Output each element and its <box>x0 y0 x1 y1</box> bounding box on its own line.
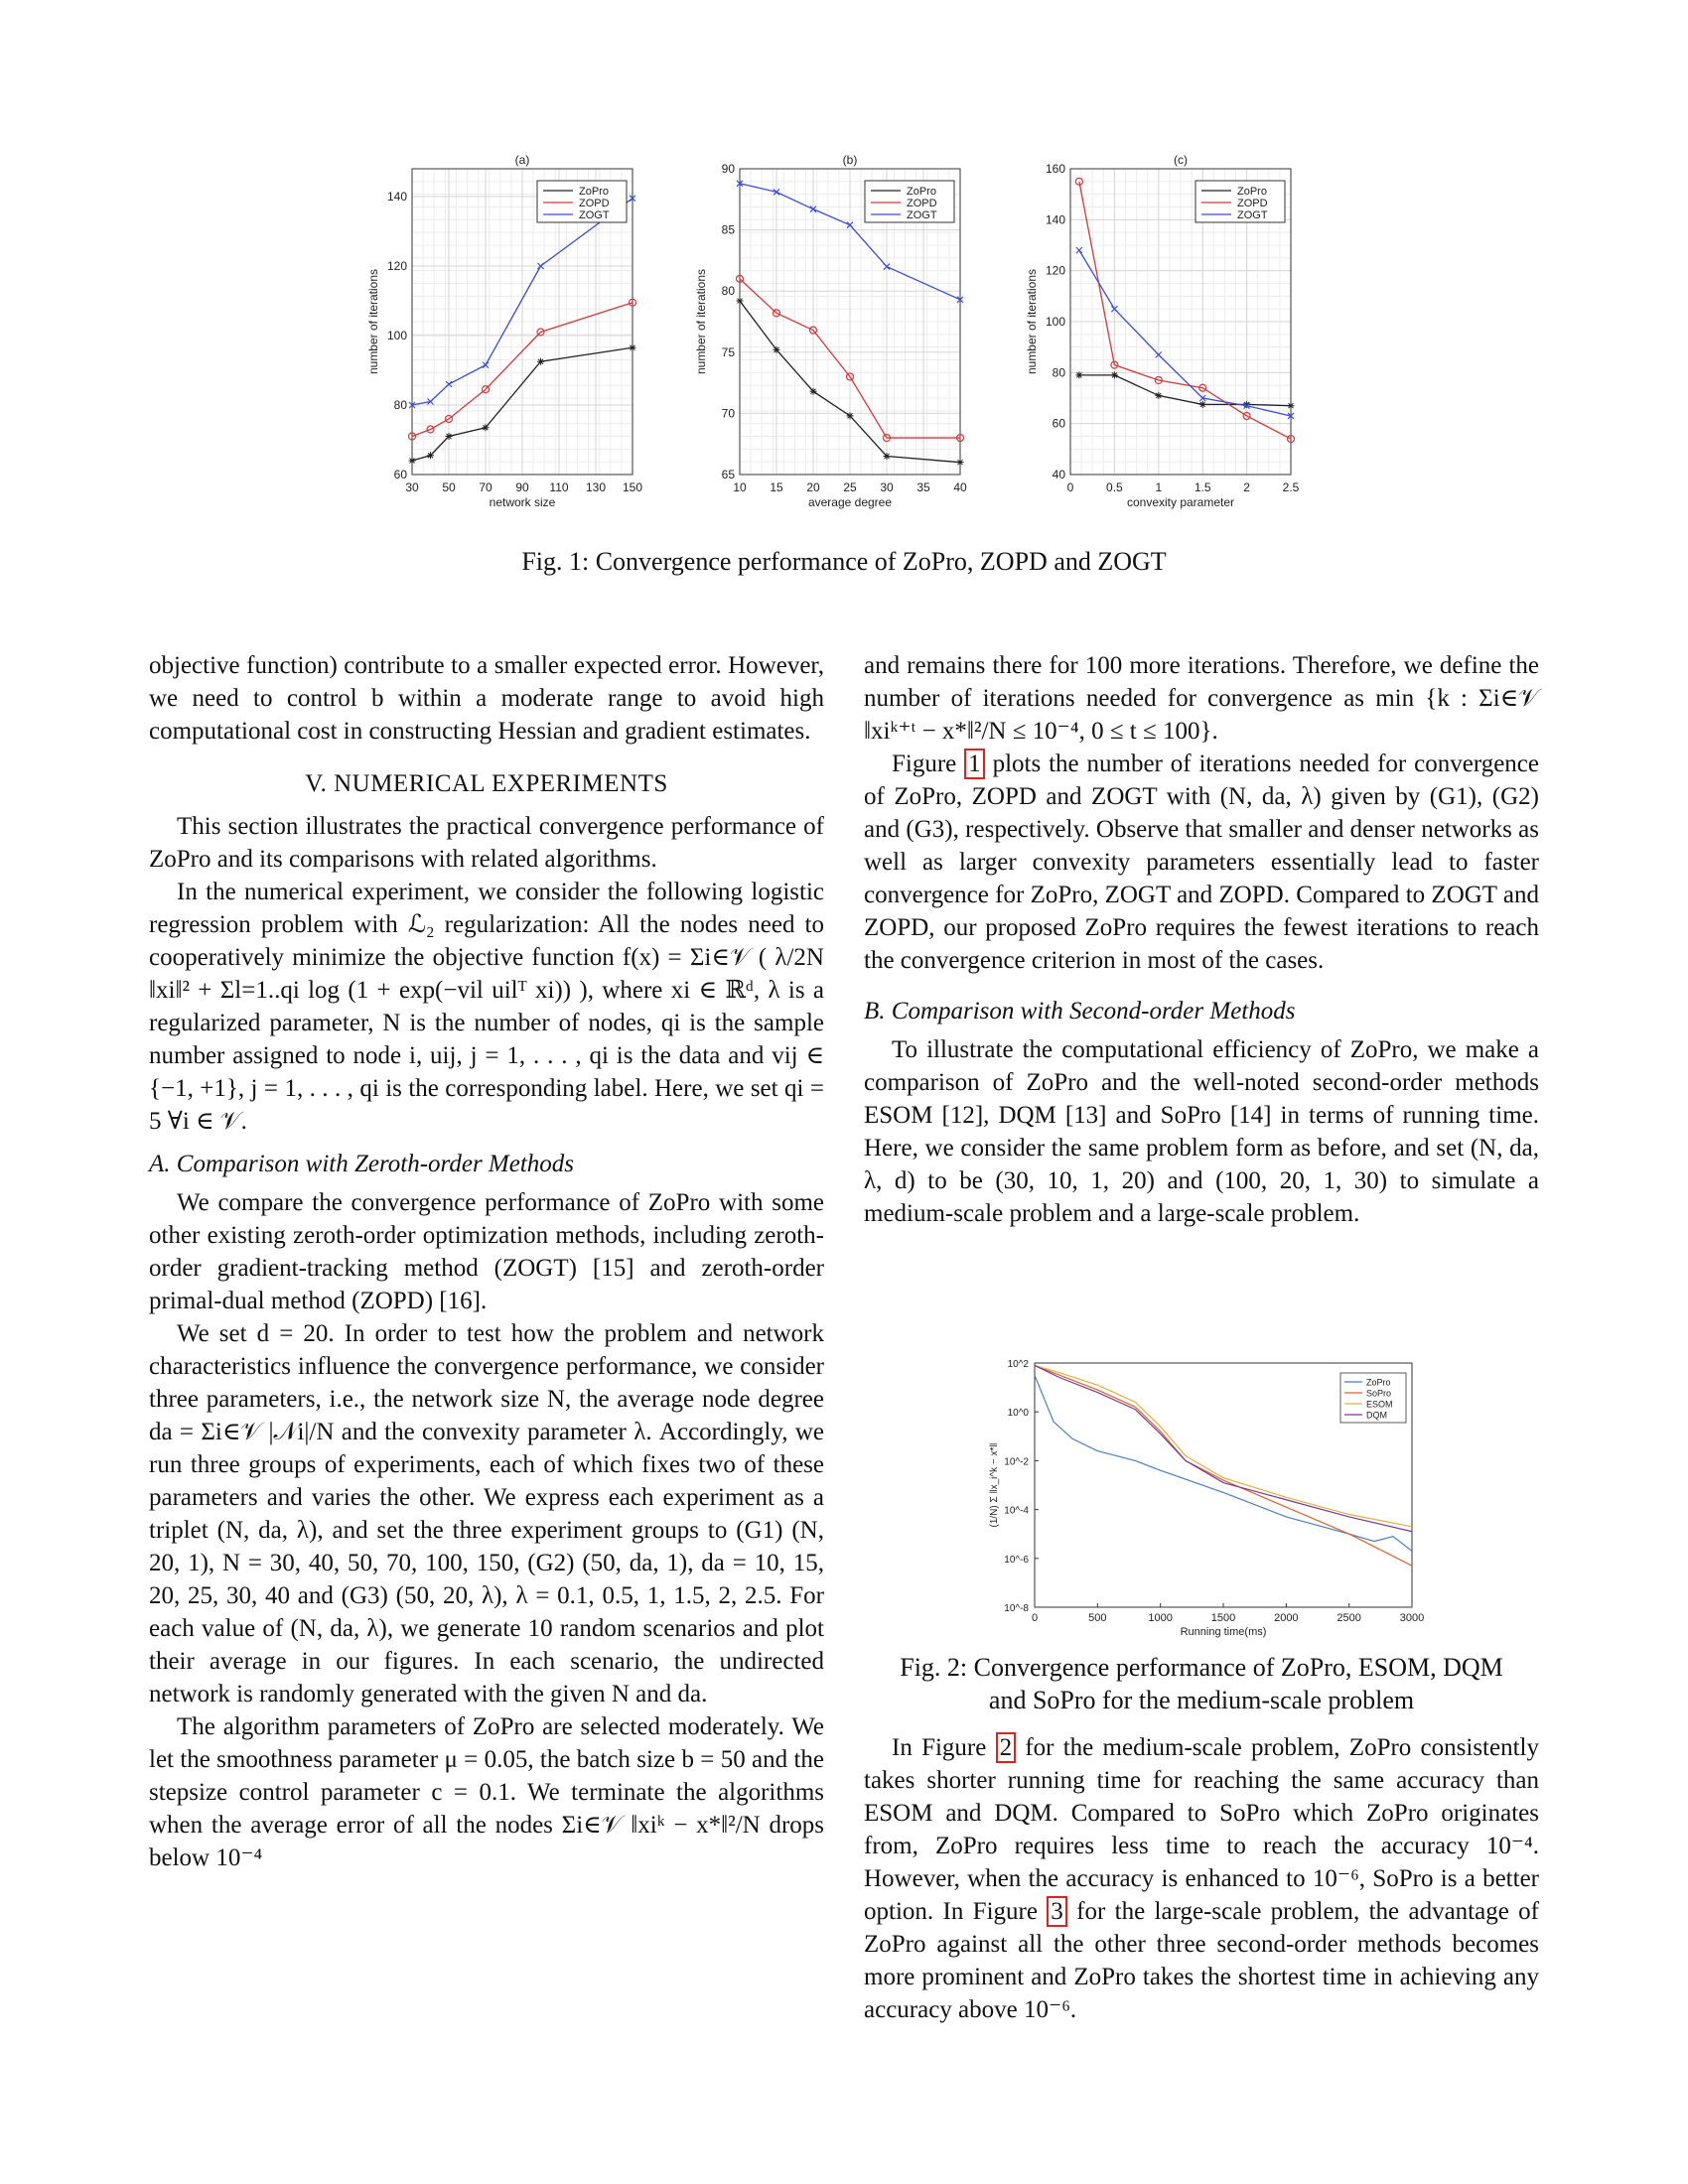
paragraph <box>864 1731 1539 2026</box>
data-point <box>957 459 964 466</box>
x-tick-label: 500 <box>1088 1612 1107 1624</box>
y-tick-label: 60 <box>1052 416 1065 431</box>
y-axis-label: number of iterations <box>694 268 708 375</box>
x-tick-label: 0 <box>1066 480 1074 494</box>
data-point <box>446 433 453 440</box>
x-tick-label: 2.5 <box>1282 480 1300 494</box>
right-column <box>864 649 1539 1230</box>
y-tick-label: 10^-4 <box>1004 1505 1029 1517</box>
data-point <box>737 298 744 305</box>
y-tick-label: 120 <box>386 259 407 273</box>
legend-label: SoPro <box>1366 1388 1392 1399</box>
series-line-zogt <box>1079 250 1291 416</box>
subplot-title: (a) <box>514 153 530 167</box>
y-tick-label: 10^2 <box>1007 1359 1029 1370</box>
y-tick-label: 10^-6 <box>1004 1554 1029 1566</box>
paragraph: The algorithm parameters of ZoPro are selected moderately. We let the smoothness parameter μ = 0.05, the batch size b = 50 and the stepsize control parameter c = 0.1. We terminate the algorithms when the average error of all the nodes Σi∈𝒱 ‖xiᵏ − x*‖²/N drops below 10⁻⁴ <box>149 1713 824 1871</box>
y-tick-label: 75 <box>721 344 735 359</box>
x-tick-label: 130 <box>585 480 607 494</box>
y-axis-label: (1/N) Σ ‖x_i^k − x*‖ <box>989 1442 1000 1528</box>
data-point <box>774 346 780 353</box>
paragraph: To illustrate the computational efficiency of ZoPro, we make a comparison of ZoPro and the well-noted second-order methods ESOM [12], DQM [13] and SoPro [14] in terms of running time. Here, we consider the same problem form as before, and set (N, da, λ, d) to be (30, 10, 1, 20) and (100, 20, 1, 30) to simulate a medium-scale problem and a large-scale problem. <box>864 1036 1539 1227</box>
x-tick-label: 1.5 <box>1194 480 1211 494</box>
data-point <box>884 453 891 460</box>
x-tick-label: 1000 <box>1148 1612 1173 1624</box>
subsection-heading: B. Comparison with Second-order Methods <box>864 998 1296 1024</box>
subsection-heading: A. Comparison with Zeroth-order Methods <box>149 1151 575 1177</box>
x-axis-label: average degree <box>807 495 893 509</box>
legend-label: ZoPro <box>1237 186 1267 198</box>
y-tick-label: 80 <box>721 284 735 299</box>
x-tick-label: 2500 <box>1336 1612 1361 1624</box>
text: plots the number of iterations needed for convergence of ZoPro, ZOPD and ZOGT with (N, da, λ) given by (G1), (G2) and (G3), respectively. Observe that smaller and denser networks as well as larger convexity parameters essentially lead to faster convergence for ZoPro, ZOGT and ZOPD. Compared to ZOGT and ZOPD, our proposed ZoPro requires the fewest iterations to reach the convergence criterion in most of the cases. <box>864 751 1539 974</box>
legend-label: ZoPro <box>907 186 936 198</box>
data-point <box>630 344 636 351</box>
x-tick-label: 3000 <box>1399 1612 1425 1624</box>
data-point <box>1155 392 1162 399</box>
right-column-bottom <box>864 1731 1539 2026</box>
text: Figure <box>892 751 965 777</box>
subplot-1 <box>366 153 642 509</box>
series-line-zopro <box>1079 375 1291 406</box>
paragraph: objective function) contribute to a smaller expected error. However, we need to control b within a moderate range to avoid high computational cost in constructing Hessian and gradient estimates. <box>149 652 824 745</box>
legend-label: ZOPD <box>1237 198 1268 209</box>
paragraph: and remains there for 100 more iterations. Therefore, we define the number of iterations needed for convergence as min {k : Σi∈𝒱 ‖xiᵏ⁺ᵗ − x*‖²/N ≤ 10⁻⁴, 0 ≤ t ≤ 100}. <box>864 652 1539 745</box>
left-column <box>149 649 824 1874</box>
y-tick-label: 10^0 <box>1007 1408 1029 1420</box>
x-tick-label: 35 <box>916 480 930 494</box>
legend-label: ZOGT <box>1237 209 1268 221</box>
x-tick-label: 90 <box>515 480 529 494</box>
x-tick-label: 30 <box>405 480 419 494</box>
x-tick-label: 110 <box>549 480 569 494</box>
x-tick-label: 150 <box>622 480 643 494</box>
data-point <box>1111 371 1118 378</box>
y-tick-label: 80 <box>1052 365 1065 380</box>
legend-label: ZOPD <box>579 198 610 209</box>
data-point <box>1288 402 1295 409</box>
legend-label: ZoPro <box>1366 1377 1391 1388</box>
legend-label: ZOPD <box>907 198 937 209</box>
figure-2-caption <box>864 1651 1539 1716</box>
paragraph: In the numerical experiment, we consider the following logistic regression problem with ℒ₂ regularization: All the nodes need to cooperatively minimize the objective function f(x) = Σi∈𝒱 ( λ/2N ‖xi‖² + Σl=1..qi log (1 + exp(−vil uilᵀ xi)) ), where xi ∈ ℝᵈ, λ is a regularized parameter, N is the number of nodes, qi is the sample number assigned to node i, uij, j = 1, . . . , qi is the data and vij ∈ {−1, +1}, j = 1, . . . , qi is the corresponding label. Here, we set qi = 5 ∀i ∈ 𝒱. <box>149 879 824 1135</box>
y-tick-label: 10^-8 <box>1004 1603 1029 1614</box>
y-tick-label: 10^-2 <box>1004 1456 1029 1468</box>
y-axis-label: number of iterations <box>1025 268 1039 375</box>
y-tick-label: 140 <box>1045 212 1065 227</box>
x-tick-label: 25 <box>843 480 857 494</box>
y-tick-label: 120 <box>1045 263 1065 278</box>
y-tick-label: 40 <box>1052 468 1065 481</box>
x-tick-label: 10 <box>733 480 747 494</box>
data-point <box>427 452 434 459</box>
legend-label: ZoPro <box>579 186 609 198</box>
text: In Figure <box>892 1734 996 1761</box>
x-tick-label: 0 <box>1031 1612 1039 1624</box>
x-tick-label: 15 <box>770 480 783 494</box>
section-heading: V. NUMERICAL EXPERIMENTS <box>305 770 668 797</box>
x-axis-label: network size <box>489 495 556 509</box>
y-tick-label: 140 <box>386 190 407 204</box>
y-tick-label: 160 <box>1045 162 1065 176</box>
paragraph: We compare the convergence performance of ZoPro with some other existing zeroth-order optimization methods, including zeroth-order gradient-tracking method (ZOGT) [15] and zeroth-order primal-dual method (ZOPD) [16]. <box>149 1189 824 1314</box>
data-point <box>409 458 416 465</box>
x-tick-label: 70 <box>479 480 492 494</box>
subplot-title: (b) <box>842 153 858 167</box>
x-axis-label: convexity parameter <box>1126 495 1235 509</box>
paragraph: This section illustrates the practical convergence performance of ZoPro and its comparisons with related algorithms. <box>149 813 824 873</box>
x-tick-label: 2 <box>1243 480 1250 494</box>
x-tick-label: 40 <box>953 480 967 494</box>
text: for the medium-scale problem, ZoPro consistently takes shorter running time for reaching the same accuracy than ESOM and DQM. Compared to SoPro which ZoPro originates from, ZoPro requires less time to reach the accuracy 10⁻⁴. However, when the accuracy is enhanced to 10⁻⁶, SoPro is a better option. In Figure <box>864 1734 1539 1925</box>
subplot-title: (c) <box>1174 153 1188 167</box>
y-axis-label: number of iterations <box>366 268 380 375</box>
figure-2-chart <box>983 1345 1425 1643</box>
figure-ref-link[interactable]: 3 <box>1047 1896 1067 1927</box>
data-point <box>1199 401 1206 408</box>
caption-line: and SoPro for the medium-scale problem <box>988 1686 1415 1714</box>
paragraph: We set d = 20. In order to test how the problem and network characteristics influence the convergence performance, we consider three parameters, i.e., the network size N, the average node degree da = Σi∈𝒱 |𝒩i|/N and the convexity parameter λ. Accordingly, we run three groups of experiments, each of which fixes two of these parameters and varies the other. We express each experiment as a triplet (N, da, λ), and set the three experiment groups to (G1) (N, 20, 1), N = 30, 40, 50, 70, 100, 150, (G2) (50, da, 1), da = 10, 15, 20, 25, 30, 40 and (G3) (50, 20, λ), λ = 0.1, 0.5, 1, 1.5, 2, 2.5. For each value of (N, da, λ), we generate 10 random scenarios and plot their average in our figures. In each scenario, the undirected network is randomly generated with the given N and da. <box>149 1320 824 1707</box>
figure-1-caption: Fig. 1: Convergence performance of ZoPro, ZOPD and ZOGT <box>521 547 1167 576</box>
y-tick-label: 80 <box>393 398 407 412</box>
data-point <box>537 358 544 365</box>
subplot-3 <box>1025 153 1300 509</box>
figure-1-charts <box>338 147 1350 536</box>
caption-line: Fig. 2: Convergence performance of ZoPro, ESOM, DQM <box>900 1653 1503 1682</box>
y-tick-label: 70 <box>721 406 735 421</box>
data-point <box>1075 371 1082 378</box>
x-tick-label: 50 <box>442 480 456 494</box>
figure-ref-link[interactable]: 1 <box>964 749 985 779</box>
legend-label: DQM <box>1366 1410 1387 1421</box>
y-tick-label: 90 <box>721 162 735 176</box>
figure-ref-link[interactable]: 2 <box>996 1732 1017 1763</box>
y-tick-label: 85 <box>721 222 735 237</box>
paragraph <box>864 748 1539 977</box>
y-tick-label: 65 <box>721 468 735 481</box>
x-tick-label: 30 <box>880 480 894 494</box>
data-point <box>483 424 490 431</box>
y-tick-label: 100 <box>386 329 407 342</box>
x-tick-label: 0.5 <box>1106 480 1123 494</box>
legend-label: ESOM <box>1366 1399 1393 1410</box>
data-point <box>847 412 854 419</box>
x-tick-label: 20 <box>806 480 820 494</box>
y-tick-label: 100 <box>1045 315 1065 329</box>
legend-label: ZOGT <box>907 209 937 221</box>
x-tick-label: 1 <box>1155 480 1163 494</box>
x-axis-label: Running time(ms) <box>1180 1626 1267 1638</box>
data-point <box>810 388 817 395</box>
y-tick-label: 60 <box>393 468 407 481</box>
x-tick-label: 2000 <box>1274 1612 1299 1624</box>
text: for the large-scale problem, the advantage of ZoPro against all the other three second-order methods becomes more prominent and ZoPro takes the shortest time in achieving any accuracy above 10⁻⁶. <box>864 1898 1539 2023</box>
legend-label: ZOGT <box>579 209 610 221</box>
x-tick-label: 1500 <box>1210 1612 1236 1624</box>
subplot-2 <box>694 153 967 509</box>
